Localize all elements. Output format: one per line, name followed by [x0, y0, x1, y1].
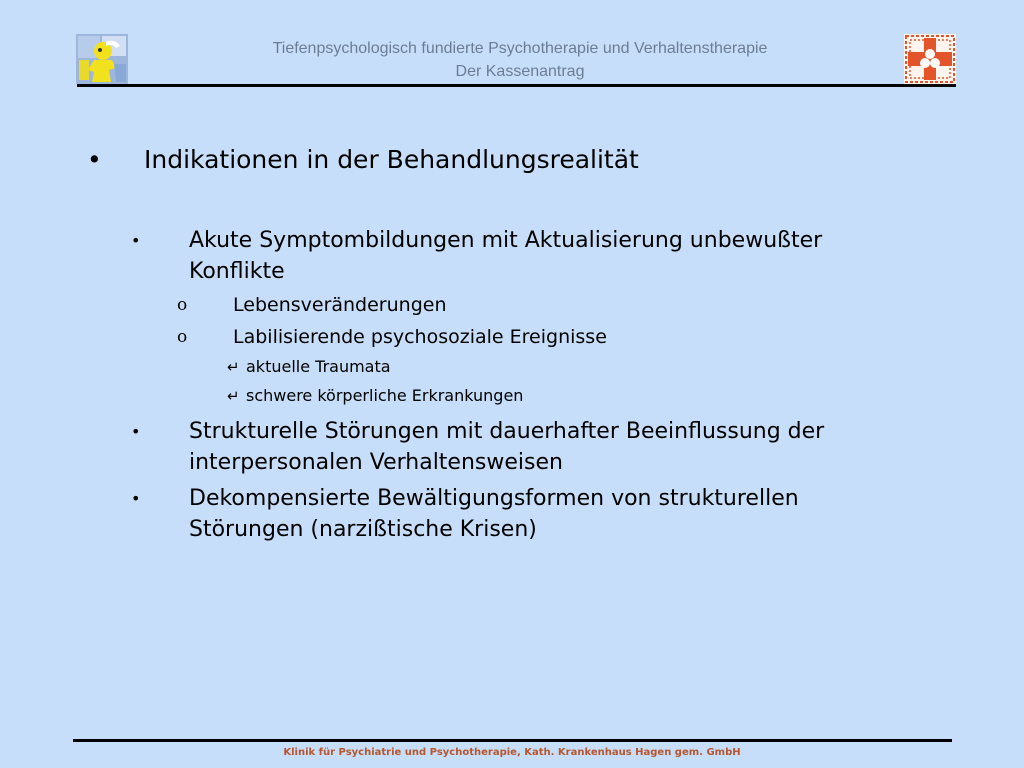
bullet-marker: • [131, 231, 141, 250]
list-subitem: schwere körperliche Erkrankungen [246, 386, 524, 405]
bullet-marker: • [131, 422, 141, 441]
header-divider [77, 84, 956, 87]
cross-ornament-logo [904, 34, 956, 84]
return-arrow-icon: ↵ [227, 358, 240, 376]
list-subitem: aktuelle Traumata [246, 357, 391, 376]
header-subtitle: Der Kassenantrag [455, 63, 585, 80]
sub-bullet-text-continued: Konflikte [189, 259, 285, 284]
puzzle-person-logo [76, 34, 128, 84]
return-arrow-icon: ↵ [227, 387, 240, 405]
list-item: Lebensveränderungen [233, 294, 447, 316]
bullet-marker: • [131, 489, 141, 508]
circle-bullet-marker: o [177, 327, 188, 347]
sub-bullet-text-continued: interpersonalen Verhaltensweisen [189, 450, 563, 475]
header-title: Tiefenpsychologisch fundierte Psychotherapie und Verhaltenstherapie [272, 40, 768, 57]
main-bullet-text: Indikationen in der Behandlungsrealität [144, 145, 639, 174]
list-item: Labilisierende psychosoziale Ereignisse [233, 326, 607, 348]
bullet-marker: • [87, 145, 102, 174]
sub-bullet-text: Akute Symptombildungen mit Aktualisierung unbewußter [189, 228, 823, 253]
footer-text: Klinik für Psychiatrie und Psychotherapie, Kath. Krankenhaus Hagen gem. GmbH [283, 747, 741, 758]
sub-bullet-text: Dekompensierte Bewältigungsformen von strukturellen [189, 486, 799, 511]
sub-bullet-text-continued: Störungen (narzißtische Krisen) [189, 517, 537, 542]
sub-bullet-text: Strukturelle Störungen mit dauerhafter Beeinflussung der [189, 419, 825, 444]
footer-divider [73, 739, 952, 742]
circle-bullet-marker: o [177, 295, 188, 315]
